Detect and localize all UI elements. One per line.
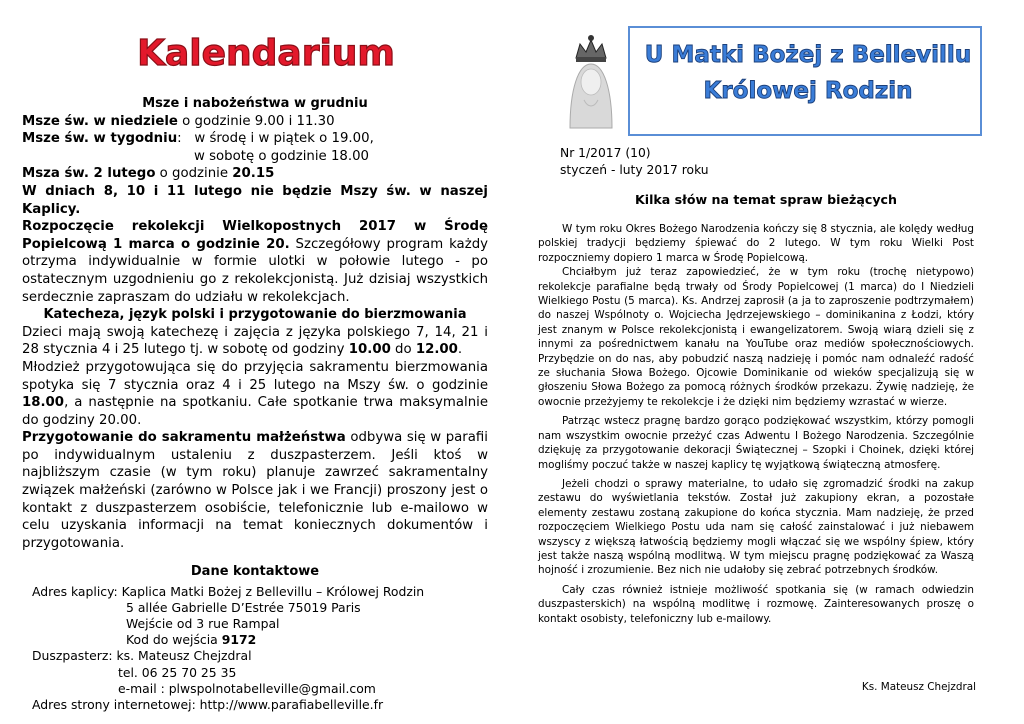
issue-info bbox=[560, 145, 709, 179]
article-paragraph: Chciałbym już teraz zapowiedzieć, że w tym roku (trochę nietypowo) rekolekcje parafialne będą trwały od Środy Popielcowej (1 marca) do I Niedzieli Wielkiego Postu (5 marca). Ks. Andrzej zaprosił (a ja to zaproszenie podtrzymałem) do naszej Wspólnoty o. Wojciecha Jędrzejewskiego – dominikanina z Łodzi, który jest znanym w Polsce rekolekcjonistą i ewangelizatorem. Swoją wiarą dzieli się z innymi za pośrednictwem kanału na YouTube oraz mediów społecznościowych. Przybędzie on do nas, aby pobudzić naszą nadzieję i pomóc nam odnaleźć radość ze słuchania Słowa Bożego. Ojcowie Dominikanie od wieków specjalizują się w głoszeniu Słowa Bożego za pomocą różnych środków przekazu. Żywię nadzieję, że owocnie przeżyjemy te rekolekcje i że dzięki nim będziemy wzrastać w wierze. bbox=[538, 266, 974, 408]
kalendarium-heading bbox=[137, 30, 395, 74]
entry-code: Kod do wejścia 9172 bbox=[126, 632, 257, 648]
article-paragraph: Patrząc wstecz pragnę bardzo gorąco podziękować wszystkim, którzy pomogli nam wszystkim owocnie przeżyć czas Adwentu I Bożego Narodzenia. Szczególnie dziękuję za przygotowanie dekoracji Świątecznej – Szopki i Choinek, dzięki której mogliśmy poczuć także w naszej kaplicy tę wyjątkową świąteczną atmosferę. bbox=[538, 415, 974, 471]
kalendarium-title-text: Kalendarium bbox=[137, 33, 395, 74]
contact-heading: Dane kontaktowe bbox=[190, 564, 320, 580]
issue-date: styczeń - luty 2017 roku bbox=[560, 163, 709, 177]
street-address: 5 allée Gabrielle D’Estrée 75019 Paris bbox=[126, 599, 361, 615]
article-paragraph: Jeżeli chodzi o sprawy materialne, to udało się zgromadzić środki na zakup zestawu do wyświetlania tekstów. Został już zakupiony ekran, a pozostałe elementy zestawu zostaną zakupione do końca stycznia. Mam nadzieję, że przed rozpoczęciem Wielkiego Postu uda nam się całość zainstalować i już niebawem wszyscy z większą łatwością będziemy mogli włączać się we wspólny śpiew, który jest także naszą wspólną modlitwą. W tym miejscu pragnę podziękować za Waszą hojność i zrozumienie. Bez nich nie udałoby się zebrać potrzebnych środków. bbox=[538, 477, 974, 577]
no-mass-notice: W dniach 8, 10 i 11 lutego nie będzie Mszy św. w naszej Kaplicy. bbox=[22, 183, 488, 217]
issue-number: Nr 1/2017 (10) bbox=[560, 146, 651, 160]
masses-heading: Msze i nabożeństwa w grudniu bbox=[142, 96, 368, 111]
feb2-mass: Msza św. 2 lutego o godzinie 20.15 bbox=[22, 166, 275, 182]
contact-section bbox=[22, 564, 488, 713]
retreat-notice: Rozpoczęcie rekolekcji Wielkopostnych 2017 w Środę Popielcową 1 marca o godzinie 20. Szczegółowy program każdy otrzyma indywidualnie w formie ulotki w połowie lutego - po ostatecznym uzgodnieniu go z rekolekcjonistą. Już dzisiaj wszystkich serdecznie zapraszam do udziału w rekolekcjach. bbox=[22, 219, 488, 305]
catechesis-text: Dzieci mają swoją katechezę i zajęcia z języka polskiego 7, 14, 21 i 28 stycznia 4 i 25 lutego tj. w sobotę od godziny 10.00 do 12.00. bbox=[22, 324, 488, 358]
bulletin-title-line2: Królowej Rodzin bbox=[703, 78, 913, 104]
signature: Ks. Mateusz Chejzdral bbox=[861, 681, 976, 693]
article-body bbox=[538, 222, 974, 626]
pastor-name: Duszpasterz: ks. Mateusz Chejzdral bbox=[32, 648, 252, 664]
bulletin-title-line1: U Matki Bożej z Bellevillu bbox=[644, 42, 972, 68]
bulletin-title-box bbox=[628, 26, 982, 136]
catechesis-heading: Katecheza, język polski i przygotowanie do bierzmowania bbox=[43, 307, 467, 323]
chapel-address: Adres kaplicy: Kaplica Matki Bożej z Bellevillu – Królowej Rodzin bbox=[32, 583, 425, 599]
madonna-crown-image bbox=[560, 30, 622, 130]
article-title: Kilka słów na temat spraw bieżących bbox=[635, 192, 897, 207]
saturday-mass: w sobotę o godzinie 18.00 bbox=[194, 148, 370, 164]
article-paragraph: Cały czas również istnieje możliwość spotkania się (w ramach odwiedzin duszpasterskich) na wspólną modlitwę i rozmowę. Zainteresowanych proszę o kontakt osobisty, telefoniczny lub e-mailowy. bbox=[538, 583, 974, 625]
website-link[interactable]: Adres strony internetowej: http://www.parafiabelleville.fr bbox=[32, 697, 384, 713]
entrance-info: Wejście od 3 rue Rampal bbox=[126, 616, 280, 632]
article-paragraph: W tym roku Okres Bożego Narodzenia kończy się 8 stycznia, ale kolędy według polskiej tradycji będziemy śpiewać do 2 lutego. W tym roku Wielki Post rozpoczniemy dopiero 1 marca w Środę Popielcową. bbox=[538, 223, 974, 264]
left-column bbox=[22, 95, 488, 713]
confirmation-text: Młodzież przygotowująca się do przyjęcia sakramentu bierzmowania spotyka się 7 stycznia oraz 4 i 25 lutego na Mszy św. o godzinie 18.00, a następnie na spotkaniu. Całe spotkanie trwa maksymalnie do godziny 20.00. bbox=[22, 359, 488, 428]
sunday-masses: Msze św. w niedziele o godzinie 9.00 i 11.30 bbox=[22, 113, 335, 129]
weekday-masses: Msze św. w tygodniu: w środę i w piątek o 19.00, bbox=[22, 131, 374, 147]
marriage-text: Przygotowanie do sakramentu małżeństwa odbywa się w parafii po indywidualnym ustaleniu z duszpasterzem. Jeśli ktoś w najbliższym czasie (w tym roku) planuje zawrzeć sakramentalny związek małżeński (zarówno w Polsce jak i we Francji) proszony jest o kontakt z duszpasterzem osobiście, telefonicznie lub e-mailowo w celu uzyskania informacji na temat koniecznych dokumentów i przygotowania. bbox=[22, 430, 488, 551]
email-address[interactable]: e-mail : plwspolnotabelleville@gmail.com bbox=[118, 680, 376, 696]
phone-number[interactable]: tel. 06 25 70 25 35 bbox=[118, 664, 237, 680]
